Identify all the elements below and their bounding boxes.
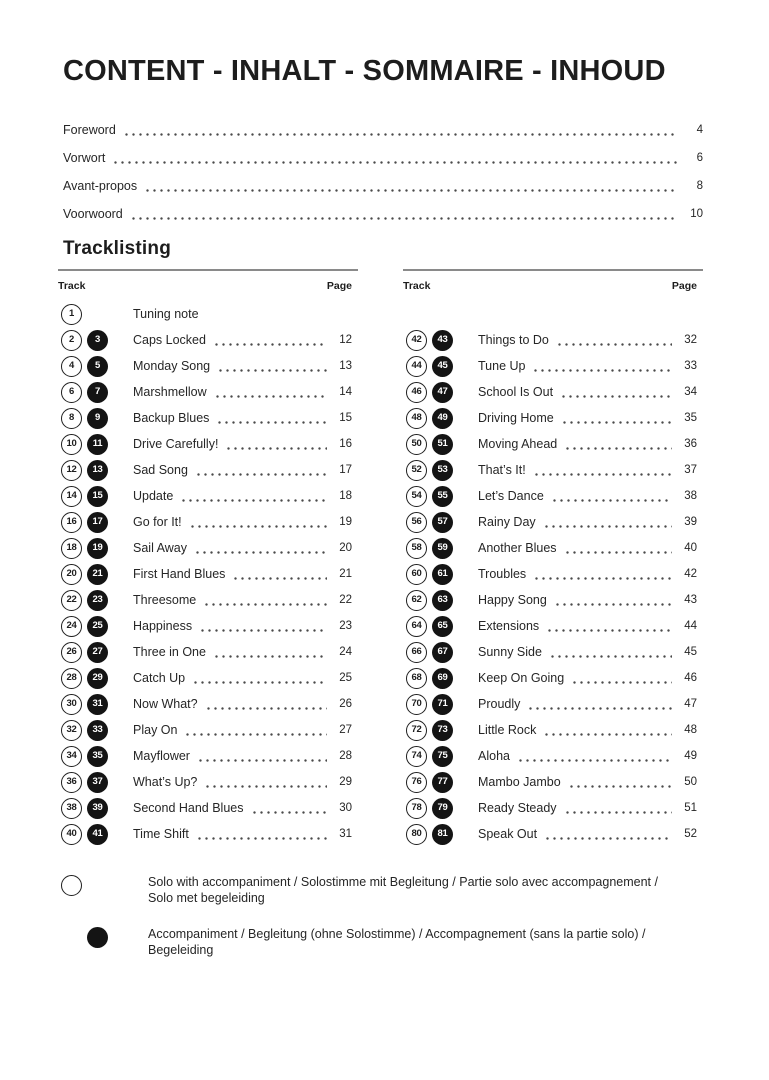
dotted-leader (216, 421, 327, 424)
accompaniment-track-circle-icon: 15 (87, 486, 108, 507)
dotted-leader (204, 785, 327, 788)
dotted-leader (561, 421, 672, 424)
track-row (403, 509, 703, 535)
track-page-number: 22 (339, 594, 352, 606)
toc-page (0, 56, 769, 1080)
dotted-leader (543, 525, 672, 528)
solo-track-circle-icon: 24 (61, 616, 82, 637)
solo-track-circle-icon: 46 (406, 382, 427, 403)
track-row (58, 587, 358, 613)
track-page-number: 50 (684, 776, 697, 788)
dotted-leader (232, 577, 327, 580)
accompaniment-track-circle-icon: 49 (432, 408, 453, 429)
track-title: Time Shift (133, 827, 189, 841)
accompaniment-track-circle-icon: 77 (432, 772, 453, 793)
track-row (58, 665, 358, 691)
accompaniment-track-circle-icon: 79 (432, 798, 453, 819)
track-row (403, 327, 703, 353)
track-column-header: Track (58, 280, 86, 292)
foreword-row (63, 116, 703, 144)
track-page-number: 39 (684, 516, 697, 528)
solo-track-circle-icon: 34 (61, 746, 82, 767)
dotted-leader (568, 785, 672, 788)
track-row (403, 405, 703, 431)
accompaniment-track-circle-icon: 19 (87, 538, 108, 559)
foreword-label: Foreword (63, 123, 116, 137)
dotted-leader (192, 681, 327, 684)
track-title: Second Hand Blues (133, 801, 244, 815)
track-row (403, 795, 703, 821)
tracklist-right-column (403, 269, 703, 847)
foreword-page-number: 6 (696, 152, 703, 164)
dotted-leader (214, 395, 327, 398)
dotted-leader (560, 395, 672, 398)
legend-line-1: Accompaniment / Begleitung (ohne Solostimme) / Accompagnement (sans la partie solo) / (148, 927, 646, 941)
track-row (403, 353, 703, 379)
dotted-leader (533, 577, 672, 580)
solo-track-circle-icon: 16 (61, 512, 82, 533)
solo-track-circle-icon: 58 (406, 538, 427, 559)
accompaniment-track-circle-icon: 13 (87, 460, 108, 481)
track-row (58, 769, 358, 795)
track-title: Go for It! (133, 515, 182, 529)
solo-track-circle-icon: 64 (406, 616, 427, 637)
dotted-leader (197, 759, 327, 762)
track-row (58, 743, 358, 769)
page-column-header: Page (326, 280, 352, 292)
track-row (403, 665, 703, 691)
solo-track-circle-icon: 4 (61, 356, 82, 377)
track-title: What’s Up? (133, 775, 198, 789)
track-page-number: 17 (339, 464, 352, 476)
track-title: Update (133, 489, 174, 503)
track-title: First Hand Blues (133, 567, 226, 581)
solo-track-circle-icon: 54 (406, 486, 427, 507)
solo-track-circle-icon: 40 (61, 824, 82, 845)
track-page-number: 12 (339, 334, 352, 346)
dotted-leader (225, 447, 327, 450)
track-title: Sail Away (133, 541, 187, 555)
dotted-leader (532, 369, 672, 372)
solo-track-circle-icon: 10 (61, 434, 82, 455)
track-page-number: 21 (339, 568, 352, 580)
dotted-leader (123, 133, 678, 136)
left-track-rows (58, 301, 358, 847)
solo-track-circle-icon: 36 (61, 772, 82, 793)
track-page-number: 49 (684, 750, 697, 762)
dotted-leader (544, 837, 672, 840)
track-title: Moving Ahead (478, 437, 558, 451)
foreword-label: Voorwoord (63, 207, 123, 221)
accompaniment-track-circle-icon: 29 (87, 668, 108, 689)
dotted-leader (251, 811, 328, 814)
track-page-number: 48 (684, 724, 697, 736)
dotted-leader (196, 837, 327, 840)
tracklist-left-column (58, 269, 358, 847)
track-page-number: 27 (339, 724, 352, 736)
accompaniment-track-circle-icon: 35 (87, 746, 108, 767)
track-title: Drive Carefully! (133, 437, 219, 451)
track-title: Keep On Going (478, 671, 565, 685)
accompaniment-track-circle-icon: 57 (432, 512, 453, 533)
track-page-number: 20 (339, 542, 352, 554)
dotted-leader (564, 811, 672, 814)
track-page-number: 51 (684, 802, 697, 814)
dotted-leader (217, 369, 327, 372)
dotted-leader (213, 655, 327, 658)
accompaniment-track-circle-icon: 17 (87, 512, 108, 533)
track-page-number: 40 (684, 542, 697, 554)
track-row (403, 483, 703, 509)
solo-track-circle-icon: 26 (61, 642, 82, 663)
track-page-number: 52 (684, 828, 697, 840)
track-title: Catch Up (133, 671, 186, 685)
solo-track-circle-icon: 14 (61, 486, 82, 507)
track-title: Let’s Dance (478, 489, 544, 503)
solo-track-circle-icon: 2 (61, 330, 82, 351)
track-row (58, 431, 358, 457)
accompaniment-track-circle-icon: 27 (87, 642, 108, 663)
solo-track-circle-icon: 74 (406, 746, 427, 767)
track-title: Little Rock (478, 723, 537, 737)
dotted-leader (543, 733, 672, 736)
accompaniment-track-circle-icon: 59 (432, 538, 453, 559)
solo-track-circle-icon: 50 (406, 434, 427, 455)
track-page-number: 23 (339, 620, 352, 632)
legend-line-2: Begeleiding (148, 943, 214, 957)
foreword-row (63, 144, 703, 172)
solo-track-circle-icon: 42 (406, 330, 427, 351)
track-row (58, 717, 358, 743)
dotted-leader (571, 681, 672, 684)
track-title: Sad Song (133, 463, 188, 477)
track-title: School Is Out (478, 385, 554, 399)
accompaniment-track-circle-icon: 51 (432, 434, 453, 455)
accompaniment-track-circle-icon: 23 (87, 590, 108, 611)
track-row (58, 353, 358, 379)
track-row (403, 379, 703, 405)
dotted-leader (184, 733, 327, 736)
track-title: Troubles (478, 567, 527, 581)
track-row (58, 821, 358, 847)
legend-line-1: Solo with accompaniment / Solostimme mit Begleitung / Partie solo avec accompagnement / (148, 875, 658, 889)
track-page-number: 43 (684, 594, 697, 606)
solo-track-circle-icon: 68 (406, 668, 427, 689)
dotted-leader (199, 629, 327, 632)
dotted-leader (554, 603, 672, 606)
track-title: Happiness (133, 619, 193, 633)
track-page-number: 25 (339, 672, 352, 684)
track-row (58, 457, 358, 483)
open-circle-icon (61, 875, 82, 896)
track-title: Tuning note (133, 307, 199, 321)
track-title: Rainy Day (478, 515, 536, 529)
foreword-label: Vorwort (63, 151, 106, 165)
accompaniment-track-circle-icon: 3 (87, 330, 108, 351)
track-row (403, 821, 703, 847)
dotted-leader (203, 603, 327, 606)
solo-track-circle-icon: 48 (406, 408, 427, 429)
solo-track-circle-icon: 62 (406, 590, 427, 611)
accompaniment-track-circle-icon: 67 (432, 642, 453, 663)
track-title: Proudly (478, 697, 521, 711)
track-page-number: 35 (684, 412, 697, 424)
track-row (403, 639, 703, 665)
solo-track-circle-icon: 22 (61, 590, 82, 611)
solo-track-circle-icon: 56 (406, 512, 427, 533)
track-page-number: 18 (339, 490, 352, 502)
track-row (403, 743, 703, 769)
track-title: Backup Blues (133, 411, 210, 425)
tracklisting-heading: Tracklisting (63, 238, 171, 259)
dotted-leader (551, 499, 672, 502)
track-page-number: 37 (684, 464, 697, 476)
dotted-leader (556, 343, 672, 346)
track-page-number: 13 (339, 360, 352, 372)
track-row (403, 717, 703, 743)
legend-section (58, 874, 703, 958)
solo-track-circle-icon: 76 (406, 772, 427, 793)
track-title: Three in One (133, 645, 206, 659)
column-header-row (403, 271, 703, 301)
foreword-section (63, 116, 703, 228)
accompaniment-track-circle-icon: 33 (87, 720, 108, 741)
track-row (403, 587, 703, 613)
track-row (58, 301, 358, 327)
accompaniment-track-circle-icon: 31 (87, 694, 108, 715)
accompaniment-track-circle-icon: 41 (87, 824, 108, 845)
track-page-number: 15 (339, 412, 352, 424)
solo-track-circle-icon: 32 (61, 720, 82, 741)
dotted-leader (533, 473, 672, 476)
dotted-leader (130, 217, 678, 220)
accompaniment-track-circle-icon: 43 (432, 330, 453, 351)
accompaniment-track-circle-icon: 39 (87, 798, 108, 819)
track-row (58, 795, 358, 821)
track-column-header: Track (403, 280, 431, 292)
track-title: Aloha (478, 749, 510, 763)
track-title: Threesome (133, 593, 197, 607)
solo-track-circle-icon: 52 (406, 460, 427, 481)
track-row (58, 639, 358, 665)
track-row (403, 613, 703, 639)
dotted-leader (564, 551, 672, 554)
track-title: Mambo Jambo (478, 775, 561, 789)
right-track-rows (403, 301, 703, 847)
solo-track-circle-icon: 20 (61, 564, 82, 585)
track-title: Play On (133, 723, 178, 737)
track-row (58, 379, 358, 405)
accompaniment-track-circle-icon: 65 (432, 616, 453, 637)
solo-track-circle-icon: 60 (406, 564, 427, 585)
track-row (58, 613, 358, 639)
accompaniment-track-circle-icon: 25 (87, 616, 108, 637)
dotted-leader (549, 655, 672, 658)
solo-track-circle-icon: 12 (61, 460, 82, 481)
track-page-number: 16 (339, 438, 352, 450)
track-page-number: 32 (684, 334, 697, 346)
track-title: Things to Do (478, 333, 549, 347)
dotted-leader (213, 343, 327, 346)
track-row (58, 483, 358, 509)
solo-track-circle-icon: 66 (406, 642, 427, 663)
dotted-leader (527, 707, 672, 710)
dotted-leader (112, 161, 678, 164)
track-page-number: 46 (684, 672, 697, 684)
track-page-number: 28 (339, 750, 352, 762)
track-page-number: 14 (339, 386, 352, 398)
track-page-number: 36 (684, 438, 697, 450)
track-row (403, 561, 703, 587)
legend-line-2: Solo met begeleiding (148, 891, 265, 905)
dotted-leader (180, 499, 327, 502)
foreword-page-number: 10 (690, 208, 703, 220)
accompaniment-track-circle-icon: 53 (432, 460, 453, 481)
dotted-leader (564, 447, 672, 450)
track-row (58, 691, 358, 717)
accompaniment-track-circle-icon: 9 (87, 408, 108, 429)
accompaniment-track-circle-icon: 55 (432, 486, 453, 507)
solo-track-circle-icon: 6 (61, 382, 82, 403)
solo-track-circle-icon: 18 (61, 538, 82, 559)
page-title: CONTENT - INHALT - SOMMAIRE - INHOUD (63, 55, 666, 87)
track-page-number: 34 (684, 386, 697, 398)
foreword-label: Avant-propos (63, 179, 138, 193)
foreword-page-number: 4 (696, 124, 703, 136)
track-row (403, 769, 703, 795)
track-row (58, 405, 358, 431)
accompaniment-track-circle-icon: 81 (432, 824, 453, 845)
solo-track-circle-icon: 8 (61, 408, 82, 429)
accompaniment-track-circle-icon: 69 (432, 668, 453, 689)
filled-circle-icon (87, 927, 108, 948)
foreword-row (63, 200, 703, 228)
track-page-number: 29 (339, 776, 352, 788)
dotted-leader (189, 525, 327, 528)
solo-track-circle-icon: 80 (406, 824, 427, 845)
track-page-number: 19 (339, 516, 352, 528)
track-title: Ready Steady (478, 801, 557, 815)
dotted-leader (546, 629, 672, 632)
track-page-number: 33 (684, 360, 697, 372)
track-title: Driving Home (478, 411, 554, 425)
solo-track-circle-icon: 78 (406, 798, 427, 819)
tracklisting-columns (58, 269, 703, 847)
accompaniment-track-circle-icon: 37 (87, 772, 108, 793)
legend-row (58, 926, 703, 958)
solo-track-circle-icon: 30 (61, 694, 82, 715)
legend-row (58, 874, 703, 906)
track-page-number: 24 (339, 646, 352, 658)
accompaniment-track-circle-icon: 75 (432, 746, 453, 767)
track-title: Tune Up (478, 359, 526, 373)
track-row (403, 691, 703, 717)
accompaniment-track-circle-icon: 7 (87, 382, 108, 403)
track-title: Happy Song (478, 593, 547, 607)
accompaniment-track-circle-icon: 47 (432, 382, 453, 403)
page-column-header: Page (671, 280, 697, 292)
dotted-leader (205, 707, 327, 710)
accompaniment-track-circle-icon: 5 (87, 356, 108, 377)
track-page-number: 45 (684, 646, 697, 658)
legend-text (148, 926, 645, 958)
track-row (58, 535, 358, 561)
track-row (58, 561, 358, 587)
foreword-page-number: 8 (696, 180, 703, 192)
foreword-row (63, 172, 703, 200)
track-row (58, 509, 358, 535)
accompaniment-track-circle-icon: 63 (432, 590, 453, 611)
accompaniment-track-circle-icon: 61 (432, 564, 453, 585)
track-title: Monday Song (133, 359, 211, 373)
track-title: Another Blues (478, 541, 557, 555)
track-title: Speak Out (478, 827, 538, 841)
track-page-number: 44 (684, 620, 697, 632)
track-page-number: 30 (339, 802, 352, 814)
solo-track-circle-icon: 38 (61, 798, 82, 819)
solo-track-circle-icon: 1 (61, 304, 82, 325)
track-page-number: 42 (684, 568, 697, 580)
solo-track-circle-icon: 28 (61, 668, 82, 689)
accompaniment-track-circle-icon: 73 (432, 720, 453, 741)
solo-track-circle-icon: 70 (406, 694, 427, 715)
track-title: Now What? (133, 697, 198, 711)
track-page-number: 47 (684, 698, 697, 710)
track-title: Sunny Side (478, 645, 542, 659)
track-title: Extensions (478, 619, 540, 633)
track-page-number: 26 (339, 698, 352, 710)
accompaniment-track-circle-icon: 45 (432, 356, 453, 377)
accompaniment-track-circle-icon: 21 (87, 564, 108, 585)
solo-track-circle-icon: 72 (406, 720, 427, 741)
accompaniment-track-circle-icon: 71 (432, 694, 453, 715)
dotted-leader (195, 473, 327, 476)
accompaniment-track-circle-icon: 11 (87, 434, 108, 455)
track-row (403, 431, 703, 457)
track-row (58, 327, 358, 353)
track-title: Marshmellow (133, 385, 207, 399)
legend-text (148, 874, 658, 906)
track-title: That’s It! (478, 463, 526, 477)
track-row (403, 535, 703, 561)
column-header-row (58, 271, 358, 301)
track-title: Caps Locked (133, 333, 206, 347)
track-row (403, 457, 703, 483)
track-title: Mayflower (133, 749, 190, 763)
solo-track-circle-icon: 44 (406, 356, 427, 377)
dotted-leader (194, 551, 327, 554)
dotted-leader (517, 759, 672, 762)
track-page-number: 31 (339, 828, 352, 840)
dotted-leader (144, 189, 678, 192)
track-page-number: 38 (684, 490, 697, 502)
